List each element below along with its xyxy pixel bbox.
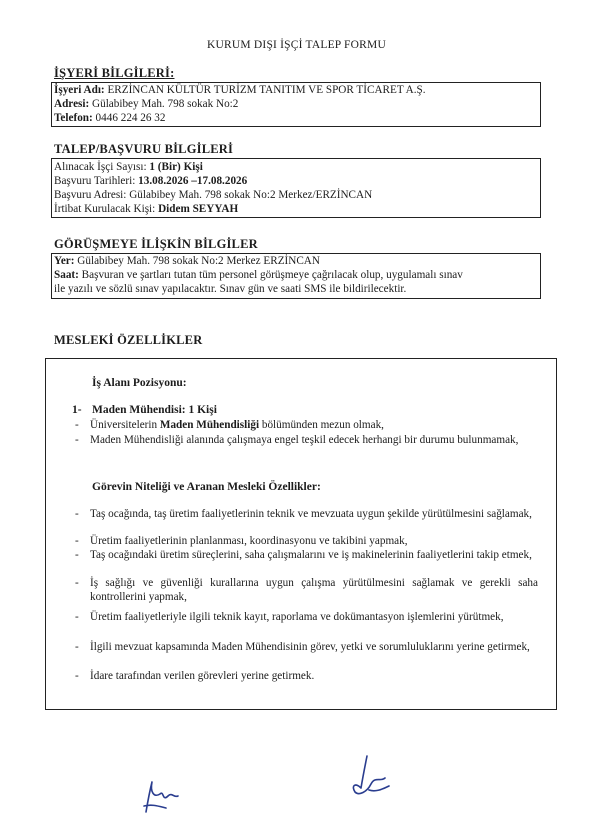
interview-time-value: Başvuran ve şartları tutan tüm personel görüşmeye çağrılacak olup, uygulamalı sınav: [78, 269, 463, 281]
duty-item: Taş ocağında, taş üretim faaliyetlerinin teknik ve mevzuata uygun şekilde yürütülmesini sağlamak,: [90, 508, 532, 520]
signature-right: [345, 752, 395, 802]
duty-item: Üretim faaliyetleriyle ilgili teknik kayıt, raporlama ve dokümantasyon işlemlerini yürütmek,: [90, 611, 504, 623]
signature-left: [138, 776, 182, 814]
position-number: 1-: [72, 404, 82, 416]
duty-bullet: -: [75, 611, 79, 623]
interview-place-label: Yer:: [54, 255, 75, 267]
requirement-item: [90, 419, 538, 433]
duty-bullet: -: [75, 535, 79, 547]
requirement-bold: Maden Mühendisliği: [159, 419, 260, 431]
interview-time-label: Saat:: [54, 269, 79, 281]
requirement-bullet: -: [75, 434, 79, 446]
duty-item: İş sağlığı ve güvenliği kurallarına uygun çalışma yürütülmesini sağlamak ve gerekli saha kontrollerini yapmak,: [90, 577, 538, 603]
employer-address-label: Adresi:: [54, 98, 90, 110]
requirement-pre: Maden Mühendisliği alanında çalışmaya engel teşkil edecek herhangi bir durumu bulunmamak,: [90, 434, 519, 446]
request-count-line: [54, 161, 203, 174]
request-count-label: Alınacak İşçi Sayısı:: [54, 161, 150, 173]
employer-name-value: ERZİNCAN KÜLTÜR TURİZM TANITIM VE SPOR TİCARET A.Ş.: [104, 84, 426, 96]
employer-heading: İŞYERİ BİLGİLERİ:: [54, 66, 175, 80]
request-contact-label: İrtibat Kurulacak Kişi:: [54, 203, 159, 215]
duties-heading: Görevin Niteliği ve Aranan Mesleki Özellikler:: [92, 481, 321, 493]
employer-phone-label: Telefon:: [54, 112, 93, 124]
interview-heading: GÖRÜŞMEYE İLİŞKİN BİLGİLER: [54, 237, 258, 251]
request-heading: TALEP/BAŞVURU BİLGİLERİ: [54, 142, 234, 156]
interview-time-line: [54, 269, 463, 282]
duty-item: İdare tarafından verilen görevleri yerine getirmek.: [90, 670, 315, 682]
duty-bullet: -: [75, 549, 79, 561]
employer-name-line: [54, 84, 426, 97]
form-title: KURUM DIŞI İŞÇİ TALEP FORMU: [207, 39, 386, 51]
requirement-item: [90, 434, 520, 448]
requirement-bullet: -: [75, 419, 79, 431]
request-contact-value: Didem SEYYAH: [158, 203, 239, 215]
employer-address-line: [54, 98, 238, 111]
request-dates-label: Başvuru Tarihleri:: [54, 175, 139, 187]
interview-place-line: [54, 255, 320, 268]
position-heading: İş Alanı Pozisyonu:: [92, 377, 187, 389]
duty-item: Taş ocağındaki üretim süreçlerini, saha çalışmalarını ve iş makinelerinin faaliyetlerini takip etmek,: [90, 549, 532, 561]
professional-heading: MESLEKİ ÖZELLİKLER: [54, 333, 203, 347]
duty-item: İlgili mevzuat kapsamında Maden Mühendisinin görev, yetki ve sorumluluklarını yerine getirmek,: [90, 641, 530, 653]
duty-bullet: -: [75, 641, 79, 653]
request-contact-line: [54, 203, 238, 216]
duty-item: Üretim faaliyetlerinin planlanması, koordinasyonu ve takibini yapmak,: [90, 535, 408, 547]
position-title: Maden Mühendisi: 1 Kişi: [92, 404, 217, 416]
employer-address-value: Gülabibey Mah. 798 sokak No:2: [89, 98, 239, 110]
employer-name-label: İşyeri Adı:: [54, 84, 105, 96]
duty-bullet: -: [75, 670, 79, 682]
request-dates-value: 13.08.2026 –17.08.2026: [138, 175, 248, 187]
request-count-value: 1 (Bir) Kişi: [149, 161, 203, 173]
requirement-pre: Üniversitelerin: [90, 419, 160, 431]
employer-phone-line: [54, 112, 165, 125]
request-dates-line: [54, 175, 247, 188]
duty-bullet: -: [75, 577, 79, 589]
duty-bullet: -: [75, 508, 79, 520]
request-address-label: Başvuru Adresi:: [54, 189, 130, 201]
interview-place-value: Gülabibey Mah. 798 sokak No:2 Merkez ERZİNCAN: [74, 255, 320, 267]
requirement-post: bölümünden mezun olmak,: [259, 419, 384, 431]
request-address-line: [54, 189, 372, 202]
employer-phone-value: 0446 224 26 32: [92, 112, 166, 124]
interview-time-line-2: ile yazılı ve sözlü sınav yapılacaktır. Sınav gün ve saati SMS ile bildirilecektir.: [54, 283, 407, 295]
request-address-value: Gülabibey Mah. 798 sokak No:2 Merkez/ERZİNCAN: [129, 189, 373, 201]
